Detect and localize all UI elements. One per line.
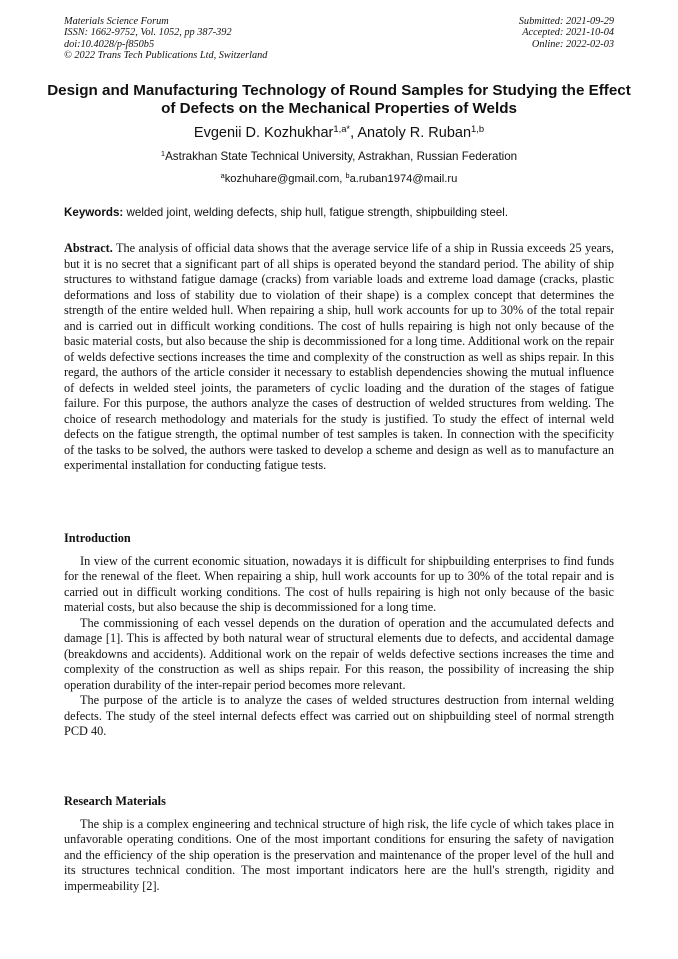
email-separator: ,	[339, 173, 346, 185]
keywords-text: welded joint, welding defects, ship hull, fatigue strength, shipbuilding steel.	[123, 206, 509, 219]
paragraph: The purpose of the article is to analyze the cases of welded structures destruction from internal welding defects. The study of the steel internal defects effect was carried out on shipbuilding steel of normal strength PCD 40.	[64, 693, 614, 738]
online-date: Online: 2022-02-03	[531, 38, 614, 50]
introduction-section	[64, 531, 614, 740]
author-name: Anatoly R. Ruban	[357, 125, 472, 141]
accepted-date: Accepted: 2021-10-04	[522, 27, 614, 39]
dates-info	[519, 16, 614, 50]
affiliation-mark: 1	[160, 148, 166, 158]
affiliation-text: Astrakhan State Technical University, Astrakhan, Russian Federation	[165, 150, 518, 163]
submitted-date: Submitted: 2021-09-29	[518, 16, 614, 27]
paragraph: In view of the current economic situation, nowadays it is difficult for shipbuilding enterprises to find funds for the renewal of the fleet. When repairing a ship, hull work accounts for up to 30% of the total repair and is carried out in difficult working conditions. The cost of hulls repairing is high not only because of the basic material costs, but also because the ship is decommissioned for a long time.	[64, 553, 614, 614]
journal-info	[64, 16, 267, 62]
keywords	[64, 206, 624, 220]
email-mark: b	[345, 171, 350, 180]
issn: ISSN: 1662-9752, Vol. 1052, pp 387-392	[64, 27, 232, 39]
paper-title: Design and Manufacturing Technology of Round Samples for Studying the Effect of Defects on the Mechanical Properties of Welds	[47, 82, 631, 117]
paragraph: The ship is a complex engineering and technical structure of high risk, the life cycle of which takes place in unfavorable operating conditions. One of the most important conditions for ensuring the safety of navigation and the efficiency of the ship operation is the preservation and maintenance of the proper level of the hull and its structures technical condition. The most important indicators here are the hull's strength, rigidity and impermeability [2].	[64, 816, 614, 893]
email-mark: a	[220, 171, 225, 180]
abstract-label: Abstract.	[64, 241, 113, 255]
paragraph: The commissioning of each vessel depends on the duration of operation and the accumulated defects and damage [1]. This is affected by both natural wear of structural elements due to defects, and accidental damage (breakdowns and accidents). Additional work on the repair of welds defective sections increases the time and complexity of the construction as well as ships repair. For this reason, the possibility of increasing the ship operation durability of the inter-repair period becomes more relevant.	[64, 615, 614, 692]
author-separator: ,	[350, 125, 358, 141]
affiliation	[40, 150, 638, 164]
section-heading: Research Materials	[64, 794, 166, 808]
copyright: © 2022 Trans Tech Publications Ltd, Switzerland	[64, 50, 268, 62]
abstract	[64, 241, 614, 474]
doi: doi:10.4028/p-f850b5	[64, 38, 155, 50]
journal-name: Materials Science Forum	[64, 16, 169, 27]
author-affiliation-mark: 1,b	[471, 122, 485, 134]
keywords-label: Keywords:	[64, 206, 124, 219]
author-affiliation-mark: 1,a*	[333, 122, 351, 134]
author-name: Evgenii D. Kozhukhar	[193, 125, 334, 141]
section-heading: Introduction	[64, 531, 131, 545]
email-address: a.ruban1974@mail.ru	[349, 173, 458, 185]
abstract-text: The analysis of official data shows that the average service life of a ship in Russia exceeds 25 years, but it is no secret that a significant part of all ships is operated beyond the standard period. The ability of ship structures to withstand fatigue damage (cracks) from variable loads and extreme load damage (cracks, plastic deformations and loss of stability due to violation of their shape) is a complex concept that determines the strength of the entire welded hull. When repairing a ship, hull work accounts for up to 30% of the total repair and is carried out in difficult working conditions. The cost of hulls repairing is high not only because of the basic material costs, but also because the ship is decommissioned for a long time. Additional work on the repair of welds defective sections increases the time and complexity of the construction as well as ships repair. In this regard, the authors of the article consider it necessary to establish dependencies showing the mutual influence of defects in welded steel joints, the parameters of cyclic loading and the duration of the stages of fatigue failure. For this purpose, the authors analyze the cases of destruction of welded structures from welding. The choice of research methodology and materials for the study is justified. To study the effect of internal weld defects on the fatigue strength, the optimal number of test samples is taken. In connection with the specificity of the tasks to be solved, the authors were tasked to develop a scheme and design as well as to manufacture an experimental installation for conducting fatigue tests.	[64, 241, 614, 472]
email-address: kozhuhare@gmail.com	[224, 173, 340, 185]
emails	[40, 172, 638, 186]
authors	[40, 124, 638, 142]
research-materials-section	[64, 794, 614, 894]
